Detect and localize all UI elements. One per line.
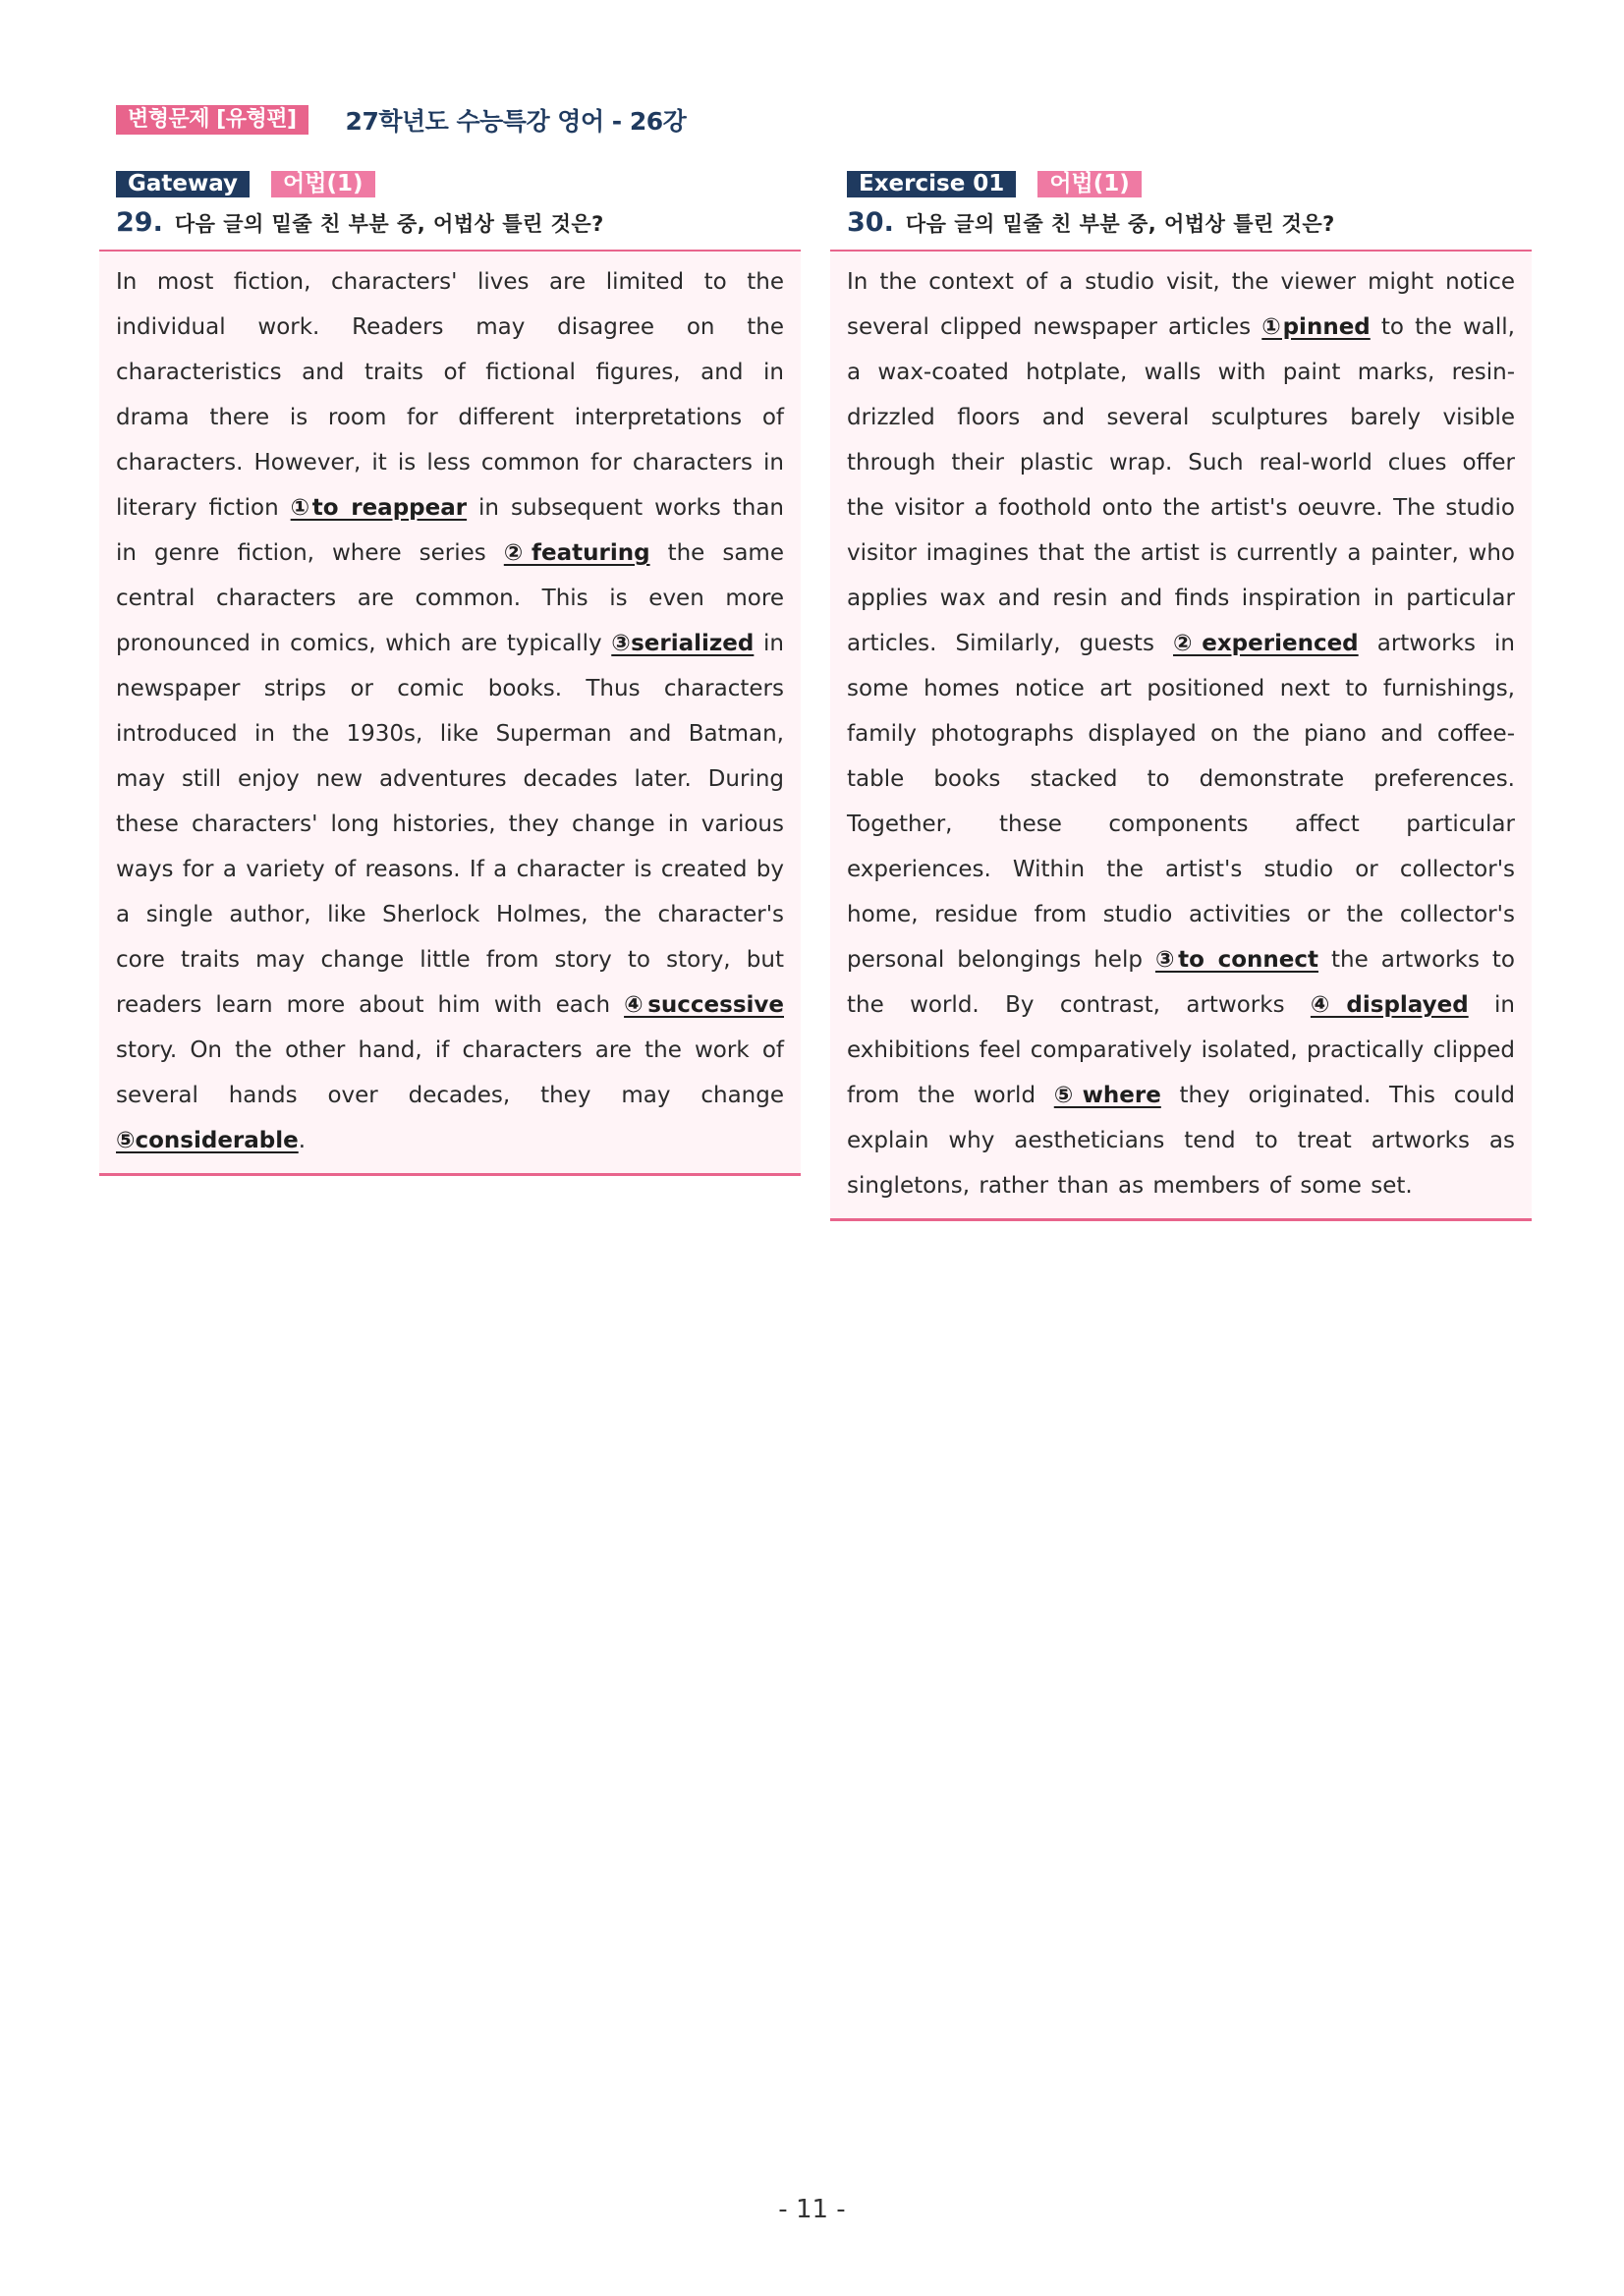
passage-box	[830, 250, 1532, 1221]
question-prompt: 다음 글의 밑줄 친 부분 중, 어법상 틀린 것은?	[174, 212, 604, 236]
underlined-choice: ③to connect	[1154, 947, 1318, 973]
passage-segment: in newspaper strips or comic books. Thus characters introduced in the 1930s, like Superman and Batman, may still enjoy new adventures decades later. During these characters' long histories, they change in various ways for a variety of reasons. If a character is created by a single author, like Sherlock Holmes, the character's core traits may change little from story to story, but readers learn more about him with each	[116, 631, 784, 1018]
underlined-choice: ①to reappear	[290, 495, 468, 521]
passage-segment: story. On the other hand, if characters are the work of several hands over decades, they may change	[116, 1037, 784, 1108]
passage-segment: .	[298, 1128, 307, 1153]
passage-box	[99, 250, 801, 1176]
grammar-tag: 어법(1)	[1037, 171, 1141, 197]
underlined-choice: ④successive	[624, 992, 784, 1018]
passage-segment: In most fiction, characters' lives are limited to the individual work. Readers may disagree on the characteristics and traits of fictional figures, and in drama there is room for different interpretations of characters. However, it is less common for characters in literary fiction	[116, 269, 784, 521]
underlined-choice: ⑤where	[1053, 1083, 1161, 1108]
passage-segment: the artworks to the world. By contrast, artworks	[847, 947, 1516, 1018]
passage-segment: to the wall, a wax-coated hotplate, walls with paint marks, resin-drizzled floors and several sculptures barely visible through their plastic wrap. Such real-world clues offer the visitor a foothold onto the artist's oeuvre. The studio visitor imagines that the artist is currently a painter, who applies wax and resin and finds inspiration in particular articles. Similarly, guests	[847, 314, 1515, 656]
question-number: 30.	[847, 207, 894, 238]
underlined-choice: ②featuring	[503, 540, 650, 566]
question-prompt: 다음 글의 밑줄 친 부분 중, 어법상 틀린 것은?	[905, 212, 1335, 236]
page-number: - 11 -	[778, 2195, 846, 2224]
question-30-column	[830, 170, 1532, 1221]
passage-text	[116, 259, 784, 1163]
page-header	[116, 104, 686, 136]
underlined-choice: ⑤considerable	[116, 1128, 299, 1153]
underlined-choice: ②experienced	[1173, 631, 1359, 656]
passage-segment: In the context of a studio visit, the viewer might notice several clipped newspaper articles	[847, 269, 1515, 340]
passage-segment: in exhibitions feel comparatively isolated, practically clipped from the world	[847, 992, 1515, 1108]
passage-segment: they originated. This could explain why aestheticians tend to treat artworks as singletons, rather than as members of some set.	[847, 1083, 1515, 1199]
grammar-tag: 어법(1)	[271, 171, 374, 197]
question-line	[847, 207, 1532, 238]
question-line	[116, 207, 801, 238]
underlined-choice: ①pinned	[1261, 314, 1371, 340]
question-tags	[847, 170, 1532, 197]
underlined-choice: ③serialized	[611, 631, 755, 656]
exercise-tag: Exercise 01	[847, 171, 1016, 197]
underlined-choice: ④displayed	[1310, 992, 1469, 1018]
question-number: 29.	[116, 207, 163, 238]
question-29-column	[99, 170, 801, 1176]
passage-segment: artworks in some homes notice art positioned next to furnishings, family photographs displayed on the piano and coffee-table books stacked to demonstrate preferences. Together, these components affect particular experiences. Within the artist's studio or collector's home, residue from studio activities or the collector's personal belongings help	[847, 631, 1515, 973]
question-tags	[116, 170, 801, 197]
passage-segment: the same central characters are common. This is even more pronounced in comics, which are typically	[116, 540, 784, 656]
passage-text	[847, 259, 1515, 1208]
gateway-tag: Gateway	[116, 171, 250, 197]
header-tag: 변형문제 [유형편]	[116, 105, 308, 135]
passage-segment: in subsequent works than in genre fiction, where series	[116, 495, 784, 566]
header-title: 27학년도 수능특강 영어 - 26강	[345, 107, 687, 136]
